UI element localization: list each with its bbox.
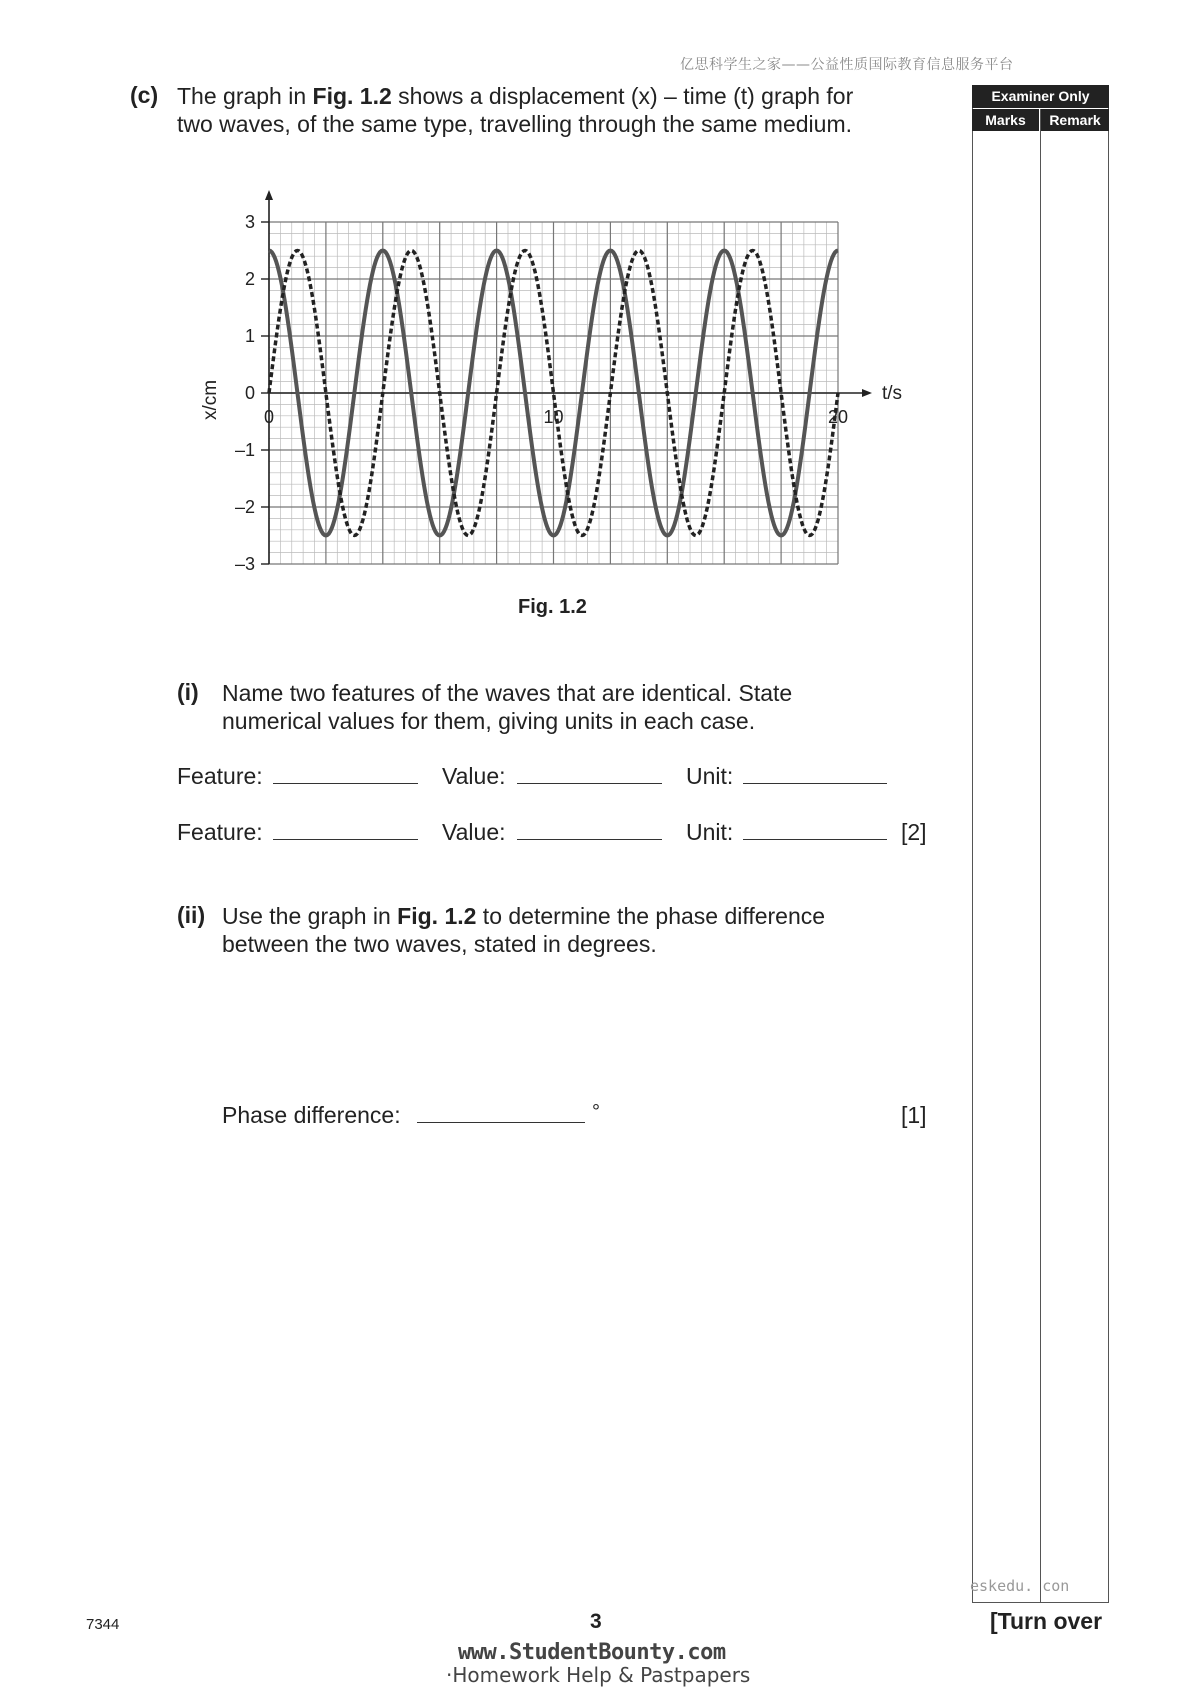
unit-answer-1[interactable] <box>743 763 887 784</box>
value-label-2: Value: <box>442 819 506 845</box>
header-watermark: 亿思科学生之家——公益性质国际教育信息服务平台 <box>680 57 1014 73</box>
paper-code: 7344 <box>86 1616 120 1633</box>
examiner-title: Examiner Only <box>972 85 1109 108</box>
y-tick-label: 0 <box>244 383 255 403</box>
y-axis-arrow <box>265 190 273 200</box>
part-ii-line1 <box>222 902 825 930</box>
part-ii-line1-c: to determine the phase difference <box>476 903 826 929</box>
part-i-line2: numerical values for them, giving units in each case. <box>222 708 756 734</box>
feature-answer-2[interactable] <box>273 819 418 840</box>
part-c-label: (c) <box>130 82 159 108</box>
studentbounty-url[interactable]: www.StudentBounty.com <box>458 1640 726 1665</box>
y-tick-label: –2 <box>234 497 255 517</box>
examiner-marks-header: Marks <box>972 109 1039 131</box>
unit-label-1: Unit: <box>686 763 734 789</box>
feature-label-2: Feature: <box>177 819 263 845</box>
value-label-1: Value: <box>442 763 506 789</box>
value-answer-1[interactable] <box>517 763 662 784</box>
part-c-line1-a: The graph in <box>177 83 313 109</box>
value-answer-2[interactable] <box>517 819 662 840</box>
y-tick-label: 2 <box>244 269 255 289</box>
part-c-line2: two waves, of the same type, travelling through the same medium. <box>177 111 852 137</box>
part-i-line1: Name two features of the waves that are identical. State <box>222 680 793 706</box>
part-i-marks: [2] <box>901 819 927 845</box>
x-tick-label: 0 <box>263 407 275 427</box>
part-ii-fig-ref: Fig. 1.2 <box>397 903 477 929</box>
part-c-line1-c: shows a displacement (x) – time (t) graph for <box>391 83 854 109</box>
part-c-fig-ref: Fig. 1.2 <box>312 83 392 109</box>
figure-caption: Fig. 1.2 <box>518 596 587 618</box>
studentbounty-tagline: ·Homework Help & Pastpapers <box>446 1663 751 1687</box>
page-number: 3 <box>590 1610 602 1633</box>
eskedu-watermark: eskedu. con <box>970 1577 1070 1595</box>
part-i-label: (i) <box>177 679 199 705</box>
part-ii-line1-a: Use the graph in <box>222 903 398 929</box>
y-tick-label: 1 <box>244 326 255 346</box>
unit-answer-2[interactable] <box>743 819 887 840</box>
displacement-time-graph <box>0 0 1191 640</box>
y-tick-label: –1 <box>234 440 255 460</box>
y-tick-label: –3 <box>234 554 255 574</box>
part-ii-marks: [1] <box>901 1102 927 1128</box>
part-ii-line2: between the two waves, stated in degrees. <box>222 931 657 957</box>
x-axis-arrow <box>862 389 872 397</box>
part-ii-label: (ii) <box>177 902 206 928</box>
turn-over: [Turn over <box>990 1608 1103 1634</box>
unit-label-2: Unit: <box>686 819 734 845</box>
y-tick-label: 3 <box>244 212 255 232</box>
examiner-remark-header: Remark <box>1041 109 1109 131</box>
phase-difference-label: Phase difference: <box>222 1102 401 1128</box>
x-tick-label: 10 <box>543 407 564 427</box>
phase-difference-answer[interactable] <box>417 1102 585 1123</box>
x-tick-label: 20 <box>827 407 849 427</box>
x-axis-label: t/s <box>882 383 903 404</box>
degree-symbol: ° <box>592 1101 600 1123</box>
feature-answer-1[interactable] <box>273 763 418 784</box>
y-axis-label: x/cm <box>200 379 221 420</box>
feature-label-1: Feature: <box>177 763 263 789</box>
